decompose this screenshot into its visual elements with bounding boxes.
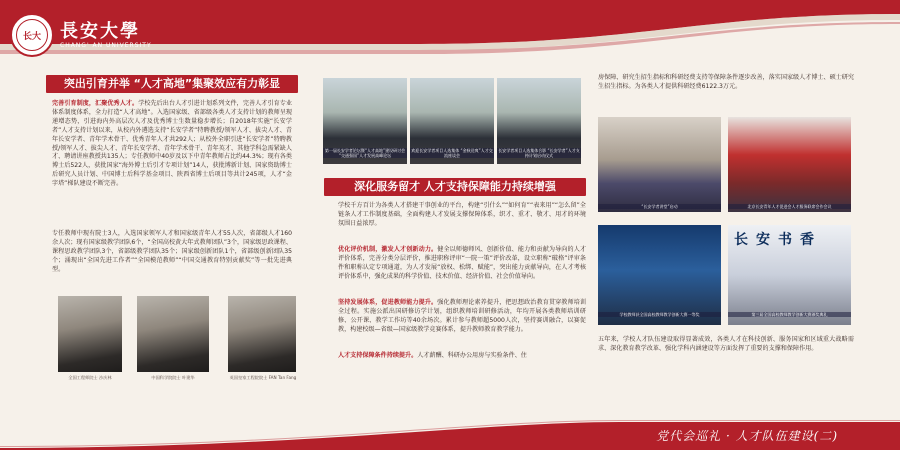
university-logo xyxy=(10,12,152,58)
photo-caption: “长安学者讲堂”启动 xyxy=(598,204,721,209)
sign-text: 长安书香 xyxy=(734,232,822,248)
seal-text: 长大 xyxy=(16,19,48,51)
teachers-group-photo xyxy=(728,225,851,325)
section1-lead: 完善引育制度，汇聚优秀人才。 xyxy=(52,100,139,107)
academician-photo-1 xyxy=(58,296,122,372)
lecture-hall-photo xyxy=(598,117,721,212)
photo-caption: 北京长安青年人才促进会人才服务联席会作会议 xyxy=(728,204,851,209)
section2-body-3: 强化教师理论素养提升，把思想政治教育贯穿教师培训全过程。实施公派出国研修访学计划，组织教师培训研修活动，年均开展各类教师培训研修、公开课、教学工作坊等40余场次。累计参与教师超5000人次，坚持赛训融合，以赛促教，构建校级—省级—国家级教学竞赛体系，提升教师教育教学能力。 xyxy=(338,299,587,333)
photo-caption: 长安学者项目人选集体合影 “长安学者”人才支持计划启动仪式 xyxy=(498,148,580,158)
logo-chinese-name: 長安大學 xyxy=(60,20,140,42)
section2-paragraph-2 xyxy=(338,246,586,282)
university-seal-icon xyxy=(10,13,54,57)
section2-lead-2: 优化评价机制，激发人才创新动力。 xyxy=(338,246,438,253)
section1-body: 学校先后出台人才引进计划系列文件，完善人才引育专业体系制度体系，全力打造“人才高地”。入选国家级、省部级各类人才支持计划的教师呈现递增态势，引进海内外高层次人才及优秀博士生数量稳步增长；自2018年实施“长安学者”人才支持计划以来，从校内外遴选支持“长安学者”特聘教授/领军人才、拔尖人才、青年长安学者、青年学术骨干、优秀青年人才共292人；从校外全职引进“长安学者”特聘教授/领军人才、拔尖人才、青年长安学者、青年学术骨干、青年英才、其他学科急需紧缺人才、聘请讲座教授共135人；专任教师中40岁及以下中青年教师占比约44.3%；现有各类博士后522人，获批国家“海外博士后引才专项计划”14人，获批博新计划、国家资助博士后研究人员计划、中国博士后科学基金项目、陕西省博士后项目等共计245项，人才“金字塔”梯队建设不断完善。 xyxy=(52,100,293,188)
section2-paragraph-1: 学校千方百计为各类人才搭建干事创业的平台，构建“引什么”“如何育”“表来用”“怎么留”全链条人才工作制度基础，全面构建人才发展支撑保障体系，织才、重才、敬才、用才的环境氛围日益浓厚。 xyxy=(338,202,586,227)
section1-paragraph-1 xyxy=(52,100,292,189)
meeting-room-photo xyxy=(728,117,851,212)
photo-caption: 全国工程师院士 沙庆林 xyxy=(68,375,112,380)
logo-english-name: CHANG' AN UNIVERSITY xyxy=(60,41,152,49)
section-title-service-retention: 深化服务留才 人才支持保障能力持续增强 xyxy=(324,178,586,196)
photo-caption: 中国科学院院士 叶建华 xyxy=(151,375,195,380)
column3-paragraph-2: 五年来，学校人才队伍建设取得显著成效，各类人才在科技创新、服务国家和区域重大战略需求、深化教育教学改革、强化学科内涵建设等方面发挥了重要的支撑和保障作用。 xyxy=(598,336,854,352)
section2-paragraph-3 xyxy=(338,299,586,335)
section-title-talent-introduction: 突出引育并举 “人才高地”集聚效应有力彰显 xyxy=(46,75,298,93)
footer-title: 党代会巡礼 · 人才队伍建设(二) xyxy=(656,429,838,443)
photo-caption: 第三届全国高校教师教学创新大赛颁奖典礼 xyxy=(728,312,851,317)
column3-paragraph-1: 房保障、研究生招生指标和科研经费支持等保障条件逐步改善，落实国家级人才博士、硕士研究生招生指标。为各类人才提供科研经费6122.3万元。 xyxy=(598,74,854,90)
section2-body-4: 人才薪酬、科研办公用房与实验条件、住 xyxy=(417,352,527,359)
section2-body-2: 健全以师德师风、创新价值、能力和贡献为导向的人才评价体系，完善分类分层评价，推进职称评审“一院一策”评价改革，设立职称“破格”评审条件和职称认定专项通道，为人才发展“放权、松绑、赋能”，突出能力贡献导向，在人才考核评价体系中，强化成果的科学价值、技术价值、经济价值、社会价值导向。 xyxy=(338,246,587,280)
section1-paragraph-2: 专任教师中现有院士3人，入选国家领军人才和国家级青年人才55人次，省部级人才160余人次；现有国家级教学团队6个，“全国高校黄大年式教师团队”3个，国家级思政课程、课程思政教学团队3个，省部级教学团队35个；国家级创新团队1个，省部级创新团队35个；涌现出“全国先进工作者”“全国模范教师”“中国交通教育特别贡献奖”等一批先进典型。 xyxy=(52,230,292,273)
photo-caption: 欢迎长安学者项目人选集体 “金秋送爽”人才交流座谈会 xyxy=(411,148,493,158)
award-ceremony-photo xyxy=(598,225,721,325)
academician-photo-2 xyxy=(137,296,209,372)
photo-caption: 第一届长安学者论坛暨“人才高地”建设研讨会 “交通强国”人才发展高峰论坛 xyxy=(324,148,406,158)
section2-lead-3: 坚持发展体系，促进教师能力提升。 xyxy=(338,299,438,306)
section2-lead-4: 人才支持保障条件持续提升。 xyxy=(338,352,418,359)
photo-caption: 学校教师获全国高校教师教学创新大赛一等奖 xyxy=(598,312,721,317)
photo-caption: 英国皇家工程院院士 FAN Tan Fang xyxy=(229,375,297,380)
section2-paragraph-4 xyxy=(338,352,586,361)
academician-photo-3 xyxy=(228,296,296,372)
